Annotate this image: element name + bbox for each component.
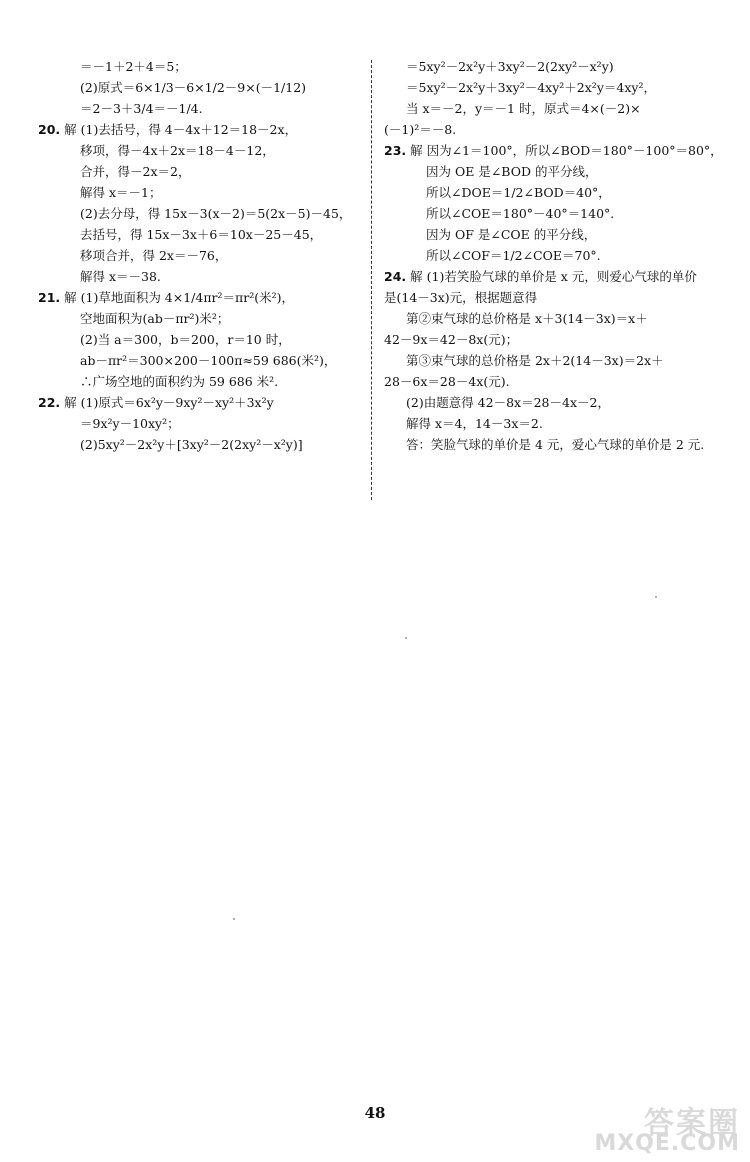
solution-line [384, 371, 714, 392]
solution-line [38, 77, 368, 98]
problem-number: 24. [384, 269, 407, 284]
solution-line [38, 287, 368, 308]
line-text: 所以∠DOE＝1/2∠BOD＝40°， [426, 185, 611, 200]
line-text: (2)原式＝6×1/3－6×1/2－9×(－1/12) [80, 80, 307, 95]
solution-line [384, 182, 714, 203]
line-text: 合并，得－2x＝2， [80, 164, 191, 179]
solution-line [38, 329, 368, 350]
solution-line [38, 308, 368, 329]
solution-line [38, 140, 368, 161]
line-text: 因为 OE 是∠BOD 的平分线， [426, 164, 598, 179]
line-text: (2)当 a＝300，b＝200，r＝10 时， [80, 332, 291, 347]
line-text: ＝2－3＋3/4＝－1/4. [80, 101, 203, 116]
solution-line [38, 434, 368, 455]
watermark-mark: 答案圈 [644, 1106, 740, 1141]
solution-line [38, 224, 368, 245]
line-text: 解 (1)若笑脸气球的单价是 x 元，则爱心气球的单价 [410, 269, 697, 284]
line-text: ∴广场空地的面积约为 59 686 米². [80, 374, 279, 389]
column-divider [371, 60, 372, 500]
watermark-logo [584, 1098, 744, 1156]
line-text: 所以∠COF＝1/2∠COE＝70°. [426, 248, 601, 263]
solution-line [384, 329, 714, 350]
solution-line [384, 266, 714, 287]
solution-line [384, 308, 714, 329]
solution-line [38, 266, 368, 287]
line-text: 是(14－3x)元，根据题意得 [384, 290, 538, 305]
solution-line [384, 245, 714, 266]
solution-line [384, 140, 723, 161]
line-text: (－1)²＝－8. [384, 122, 457, 137]
solution-line [384, 119, 714, 140]
line-text: 答：笑脸气球的单价是 4 元，爱心气球的单价是 2 元. [406, 437, 705, 452]
solution-line [384, 77, 714, 98]
line-text: 去括号，得 15x－3x＋6＝10x－25－45， [80, 227, 323, 242]
problem-number: 22. [38, 395, 61, 410]
solution-line [38, 413, 368, 434]
solution-line [38, 161, 368, 182]
solution-line [384, 392, 714, 413]
solution-line [38, 119, 368, 140]
line-text: 空地面积为(ab－πr²)米²； [80, 311, 230, 326]
solution-line [384, 413, 714, 434]
line-text: 解 因为∠1＝100°，所以∠BOD＝180°－100°＝80°， [410, 143, 723, 158]
line-text: 第②束气球的总价格是 x＋3(14－3x)＝x＋ [406, 311, 648, 326]
line-text: 移项合并，得 2x＝－76， [80, 248, 228, 263]
line-text: 解得 x＝－1； [80, 185, 162, 200]
solution-line [384, 203, 714, 224]
solution-line [38, 392, 368, 413]
line-text: 解得 x＝－38. [80, 269, 161, 284]
right-column [384, 56, 723, 455]
solution-line [38, 371, 368, 392]
line-text: 当 x＝－2，y＝－1 时，原式＝4×(－2)× [406, 101, 641, 116]
solution-line [38, 203, 368, 224]
problem-number: 20. [38, 122, 61, 137]
solution-line [38, 98, 368, 119]
left-column [38, 56, 368, 455]
line-text: 所以∠COE＝180°－40°＝140°. [426, 206, 615, 221]
line-text: (2)5xy²－2x²y＋[3xy²－2(2xy²－x²y)] [80, 437, 303, 452]
solution-line [38, 350, 368, 371]
line-text: ＝－1＋2＋4＝5； [80, 59, 187, 74]
speck [405, 637, 407, 639]
line-text: 解 (1)去括号，得 4－4x＋12＝18－2x， [64, 122, 298, 137]
solution-line [384, 98, 714, 119]
line-text: ＝5xy²－2x²y＋3xy²－2(2xy²－x²y) [406, 59, 614, 74]
line-text: ＝5xy²－2x²y＋3xy²－4xy²＋2x²y＝4xy²， [406, 80, 656, 95]
line-text: 解得 x＝4，14－3x＝2. [406, 416, 543, 431]
line-text: 第③束气球的总价格是 2x＋2(14－3x)＝2x＋ [406, 353, 664, 368]
line-text: ＝9x²y－10xy²； [80, 416, 180, 431]
solution-line [38, 182, 368, 203]
watermark-site: MXQE.COM [594, 1131, 740, 1156]
solution-line [38, 245, 368, 266]
line-text: (2)去分母，得 15x－3(x－2)＝5(2x－5)－45， [80, 206, 352, 221]
line-text: ab－πr²＝300×200－100π≈59 686(米²)， [80, 353, 337, 368]
problem-number: 21. [38, 290, 61, 305]
line-text: 28－6x＝28－4x(元). [384, 374, 510, 389]
solution-line [384, 350, 714, 371]
solution-line [384, 287, 714, 308]
solution-line [384, 224, 714, 245]
solution-line [384, 56, 714, 77]
page-number: 48 [364, 1104, 386, 1122]
line-text: 移项，得－4x＋2x＝18－4－12， [80, 143, 275, 158]
line-text: 因为 OF 是∠COE 的平分线， [426, 227, 597, 242]
line-text: 解 (1)原式＝6x²y－9xy²－xy²＋3x²y [64, 395, 274, 410]
solution-line [384, 434, 714, 455]
line-text: 42－9x＝42－8x(元)； [384, 332, 519, 347]
line-text: 解 (1)草地面积为 4×1/4πr²＝πr²(米²)， [64, 290, 295, 305]
speck [233, 918, 235, 920]
speck [655, 596, 657, 598]
solution-line [38, 56, 368, 77]
solution-line [384, 161, 714, 182]
problem-number: 23. [384, 143, 407, 158]
line-text: (2)由题意得 42－8x＝28－4x－2， [406, 395, 610, 410]
